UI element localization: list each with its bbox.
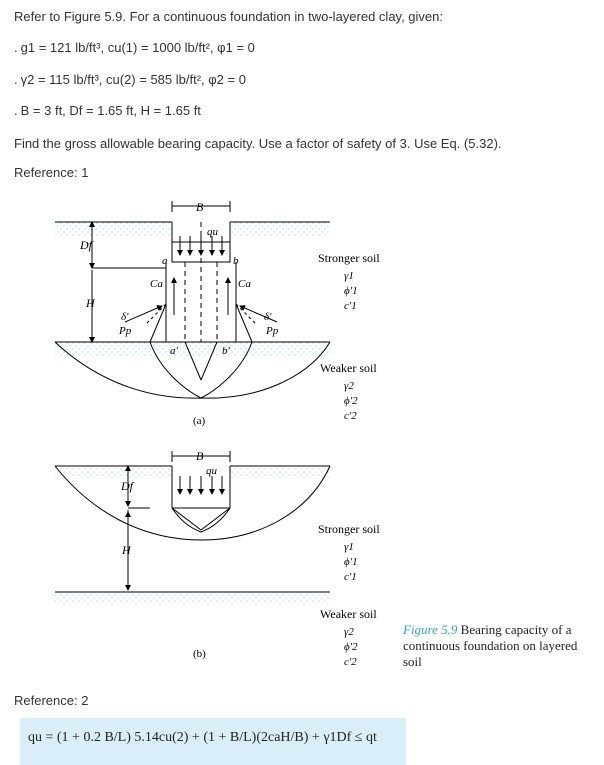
- ground-surface-left-b: [55, 466, 172, 478]
- bullet: .: [14, 40, 18, 55]
- label-h-b: H: [122, 543, 131, 557]
- label-b-point: b: [233, 255, 239, 267]
- given-3-text: B = 3 ft, Df = 1.65 ft, H = 1.65 ft: [20, 103, 201, 118]
- wedge-right-dash: [236, 304, 257, 325]
- label-qu-b: qu: [206, 465, 217, 477]
- c2-a: c′2: [344, 410, 357, 422]
- ground-surface-right-b: [230, 466, 330, 478]
- label-a-prime: a′: [170, 345, 178, 357]
- label-df-a: Df: [80, 238, 92, 252]
- ground-surface-right: [230, 222, 330, 236]
- label-ca-left: Ca: [150, 278, 163, 290]
- weaker-soil-a: Weaker soil: [320, 361, 377, 375]
- phi1-a: ϕ′1: [344, 285, 358, 297]
- ground-surface-left: [55, 222, 172, 236]
- stronger-soil-a: Stronger soil: [318, 251, 380, 265]
- c1-a: c′1: [344, 300, 357, 312]
- label-a: a: [162, 255, 168, 267]
- label-delta-right: δ′: [264, 311, 272, 323]
- panel-a-label: (a): [193, 415, 206, 427]
- label-b-prime: b′: [222, 345, 230, 357]
- stronger-soil-b: Stronger soil: [318, 522, 380, 536]
- panel-b: [55, 451, 330, 604]
- figure-caption-text: Bearing capacity of a continuous foundation on layered soil: [403, 622, 578, 669]
- label-ca-right: Ca: [238, 278, 251, 290]
- wedge-line-b-left: [172, 508, 201, 530]
- given-2-text: γ2 = 115 lb/ft³, cu(2) = 585 lb/ft², φ2 = 0: [20, 72, 246, 87]
- wedge-line-b-right: [201, 508, 230, 530]
- phi1-b: ϕ′1: [344, 556, 358, 568]
- label-pp-right: Pp: [266, 325, 279, 337]
- label-pp-left: Pp: [119, 325, 132, 337]
- wedge-b: [172, 508, 230, 532]
- gamma2-a: γ2: [344, 380, 354, 392]
- bullet: .: [14, 72, 18, 87]
- reference-1: Reference: 1: [14, 165, 89, 180]
- panel-b-label: (b): [193, 648, 206, 660]
- given-1-text: g1 = 121 lb/ft³, cu(1) = 1000 lb/ft², φ1 = 0: [20, 40, 255, 55]
- panel-a: [55, 201, 330, 398]
- label-b-a: B: [196, 200, 204, 214]
- wedge-left-dash: [145, 304, 166, 325]
- label-df-b: Df: [121, 479, 133, 493]
- gamma2-b: γ2: [344, 626, 354, 638]
- figure-caption: [403, 622, 593, 670]
- c1-b: c′1: [344, 571, 357, 583]
- equation-5-32: qu = (1 + 0.2 B/L) 5.14cu(2) + (1 + B/L)(2caH/B) + γ1Df ≤ qt: [28, 730, 377, 745]
- gamma1-a: γ1: [344, 270, 354, 282]
- intro-text: Refer to Figure 5.9. For a continuous foundation in two-layered clay, given:: [14, 9, 443, 24]
- gamma1-b: γ1: [344, 541, 354, 553]
- layer-boundary-a: [55, 342, 330, 356]
- equation-box: [20, 718, 406, 765]
- question-text: Find the gross allowable bearing capacity. Use a factor of safety of 3. Use Eq. (5.32).: [14, 136, 502, 151]
- layer-boundary-b: [55, 592, 330, 604]
- phi2-a: ϕ′2: [344, 395, 358, 407]
- label-qu-a: qu: [207, 226, 218, 238]
- bullet: .: [14, 103, 18, 118]
- figure-number: Figure 5.9: [403, 622, 458, 637]
- weaker-soil-b: Weaker soil: [320, 607, 377, 621]
- label-h-a: H: [86, 296, 95, 310]
- phi2-b: ϕ′2: [344, 641, 358, 653]
- label-b-b: B: [196, 449, 204, 463]
- c2-b: c′2: [344, 656, 357, 668]
- label-delta-left: δ′: [121, 311, 129, 323]
- reference-2: Reference: 2: [14, 693, 89, 708]
